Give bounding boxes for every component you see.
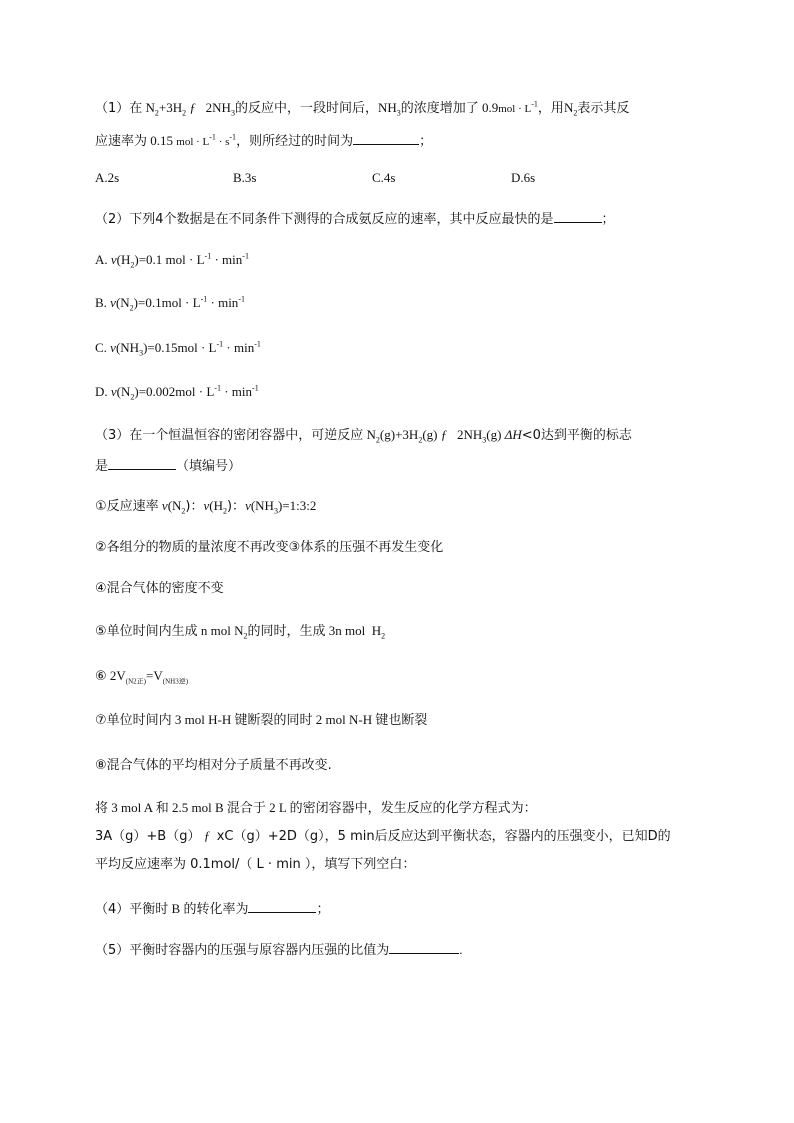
equation-left: 3A（g）+B（g）: [95, 829, 201, 844]
formula-n2: N: [563, 100, 574, 115]
q5-text: （5）平衡时容器内的压强与原容器内压强的比值为: [95, 943, 390, 958]
amount: 3 mol A: [111, 800, 153, 815]
formula: N: [366, 427, 376, 442]
q3-item-5: [95, 622, 385, 641]
formula: (g): [422, 427, 438, 442]
option-value: )=0.1mol · L: [133, 295, 201, 310]
q1-end: ；: [419, 134, 433, 149]
species: (NH: [250, 498, 274, 513]
q5-line: [95, 939, 463, 960]
bond: 3 mol H-H: [174, 712, 232, 727]
rate-symbol: v: [245, 498, 251, 513]
q1-rate-unit: · s: [215, 136, 230, 148]
rate-symbol: v: [203, 498, 210, 513]
species: (NH: [115, 340, 140, 355]
q1-text: 应速率为: [95, 134, 148, 149]
q1-text: 的反应中，一段时间后，: [234, 101, 378, 116]
q3-item-6: [95, 667, 188, 686]
rate-expression: =V: [146, 668, 163, 683]
q1-text: 表示其反: [577, 101, 630, 116]
separator: )：: [185, 499, 204, 514]
superscript: -1: [214, 383, 221, 393]
species: H: [371, 623, 382, 638]
subscript: 2: [243, 631, 248, 641]
species: B: [171, 901, 181, 916]
subscript: (N2正): [125, 677, 147, 686]
option-label: C.: [95, 340, 111, 355]
subscript: (NH3逆): [162, 677, 189, 686]
volume: 2 L: [269, 800, 287, 815]
q4-end: ；: [316, 902, 330, 917]
option-value: )=0.002mol · L: [134, 384, 215, 399]
intro-text: 将: [95, 801, 109, 816]
q1-text: 的浓度增加了: [400, 101, 479, 116]
q1-rate-unit: mol · L: [176, 136, 210, 148]
option-unit: · min: [220, 384, 253, 399]
superscript: -1: [252, 383, 259, 393]
item-text: 键断裂的同时: [234, 713, 313, 728]
superscript: -1: [242, 251, 249, 261]
q3-item-8: ⑧混合气体的平均相对分子质量不再改变.: [95, 758, 332, 773]
option-unit: · min: [223, 340, 255, 355]
superscript: -1: [204, 251, 212, 261]
subscript: 3: [482, 435, 487, 445]
formula-n2: N: [145, 100, 155, 115]
q3-item-1: [95, 497, 316, 516]
formula-nh3: NH: [377, 100, 397, 115]
rate-expression: 2V: [109, 668, 126, 683]
q1-option-a[interactable]: A.2s: [95, 170, 120, 185]
bond: 2 mol N-H: [315, 712, 373, 727]
species: (H: [116, 252, 131, 267]
q3-text: 是: [95, 459, 109, 474]
intro-line-3: 平均反应速率为 0.1mol/（ L · min ），填写下列空白：: [95, 857, 416, 872]
q3-item-7: [95, 711, 427, 730]
q1-rate: 0.15: [150, 133, 174, 148]
q2-end: ；: [601, 212, 615, 227]
species: N: [234, 623, 244, 638]
q1-line-1: [95, 99, 629, 118]
equilibrium-arrow: ƒ: [203, 828, 211, 843]
formula-nh3: 2NH: [205, 100, 231, 115]
species: (N: [115, 295, 130, 310]
q1-value: 0.9: [482, 100, 499, 115]
q4-text: （4）平衡时: [95, 902, 169, 917]
enthalpy-symbol: ΔH: [504, 427, 522, 442]
item-text: 的同时，生成: [247, 624, 326, 639]
q2-text: （2）下列4个数据是在不同条件下测得的合成氨反应的速率，其中反应最快的是: [95, 212, 554, 227]
q4-line: [95, 898, 329, 919]
separator: )：: [226, 499, 246, 514]
item-text: 键也断裂: [375, 713, 428, 728]
formula: (g): [486, 427, 502, 442]
q3-item-2-3: ②各组分的物质的量浓度不再改变③体系的压强不再发生变化: [95, 540, 444, 555]
q4-text: 的转化率为: [183, 902, 249, 917]
subscript: 2: [418, 435, 423, 445]
item-text: ⑦单位时间内: [95, 713, 172, 728]
intro-text: 混合于: [226, 801, 266, 816]
q2-line: [95, 208, 615, 229]
amount: 2.5 mol B: [171, 800, 224, 815]
intro-text: 和: [155, 801, 169, 816]
superscript: -1: [254, 339, 261, 349]
option-value: )=0.1 mol · L: [134, 252, 205, 267]
q2-option-c[interactable]: [95, 339, 261, 357]
q2-option-a[interactable]: [95, 251, 249, 269]
subscript: 3: [230, 108, 235, 118]
superscript: -1: [200, 294, 208, 304]
option-label: B.: [95, 295, 111, 310]
q2-answer-blank[interactable]: [554, 208, 602, 223]
subscript: 2: [375, 435, 380, 445]
equilibrium-arrow: ƒ: [189, 100, 196, 115]
subscript: 2: [222, 506, 227, 516]
species: (N: [116, 384, 131, 399]
species: (N: [167, 498, 182, 513]
q1-number: （1）在: [95, 101, 143, 116]
q2-option-d[interactable]: [95, 383, 259, 401]
rate-symbol: v: [110, 340, 116, 355]
option-unit: · min: [207, 295, 239, 310]
q1-option-b[interactable]: B.3s: [233, 170, 257, 185]
rate-symbol: v: [110, 384, 117, 399]
q3-text: （填编号）: [176, 459, 242, 474]
subscript: 3: [396, 108, 401, 118]
subscript: 2: [573, 108, 578, 118]
subscript: 2: [130, 260, 135, 270]
q5-end: .: [459, 942, 463, 957]
option-label: D.: [95, 384, 111, 399]
intro-line-1: [95, 799, 537, 818]
rate-symbol: v: [110, 252, 117, 267]
subscript: 3: [273, 506, 278, 516]
q2-option-b[interactable]: [95, 294, 245, 312]
subscript: 2: [130, 392, 135, 402]
superscript: -1: [229, 132, 237, 142]
equilibrium-arrow: ƒ: [440, 427, 448, 442]
q1-line-2: [95, 130, 432, 151]
superscript: -1: [238, 294, 245, 304]
species: (H: [209, 498, 223, 513]
q3-answer-blank[interactable]: [108, 455, 176, 470]
equation-right: xC（g）+2D（g），5 min后反应达到平衡状态，容器内的压强变小，已知D的: [216, 829, 671, 844]
rate-symbol: v: [110, 295, 116, 310]
item-number: ⑥: [95, 669, 107, 684]
superscript: -1: [216, 339, 224, 349]
option-label: A.: [95, 252, 111, 267]
rate-symbol: v: [161, 498, 168, 513]
option-value: )=0.15mol · L: [143, 340, 217, 355]
q3-item-4: ④混合气体的密度不变: [95, 581, 224, 596]
formula-h2: +3H: [158, 100, 183, 115]
q1-answer-blank[interactable]: [353, 130, 419, 145]
subscript: 2: [182, 108, 187, 118]
q1-option-d[interactable]: D.6s: [511, 170, 536, 185]
q3-text: <0达到平衡的标志: [521, 428, 632, 443]
q1-text: ，用: [537, 101, 564, 116]
formula: (g)+3H: [379, 427, 419, 442]
q3-line-1: [95, 426, 632, 445]
subscript: 2: [181, 506, 186, 516]
amount: n mol: [200, 623, 231, 638]
q1-text: ，则所经过的时间为: [236, 134, 354, 149]
item-text: ⑤单位时间内生成: [95, 624, 198, 639]
amount: 3n mol: [328, 623, 366, 638]
q4-answer-blank[interactable]: [248, 898, 316, 913]
subscript: 2: [129, 303, 134, 313]
intro-text: 的密闭容器中，发生反应的化学方程式为：: [289, 801, 537, 816]
q1-unit: mol · L: [498, 103, 532, 115]
superscript: -1: [209, 132, 216, 142]
q5-answer-blank[interactable]: [389, 939, 459, 954]
q3-text: （3）在一个恒温恒容的密闭容器中，可逆反应: [95, 428, 364, 443]
item-text: ①反应速率: [95, 499, 159, 514]
superscript: -1: [531, 99, 538, 109]
q3-line-2: [95, 455, 241, 476]
formula: 2NH: [456, 427, 483, 442]
subscript: 3: [139, 348, 144, 358]
intro-line-2: [95, 827, 671, 846]
subscript: 2: [381, 631, 386, 641]
option-unit: · min: [211, 252, 243, 267]
subscript: 2: [154, 108, 159, 118]
q1-option-c[interactable]: C.4s: [372, 170, 396, 185]
ratio: )=1:3:2: [277, 498, 317, 513]
